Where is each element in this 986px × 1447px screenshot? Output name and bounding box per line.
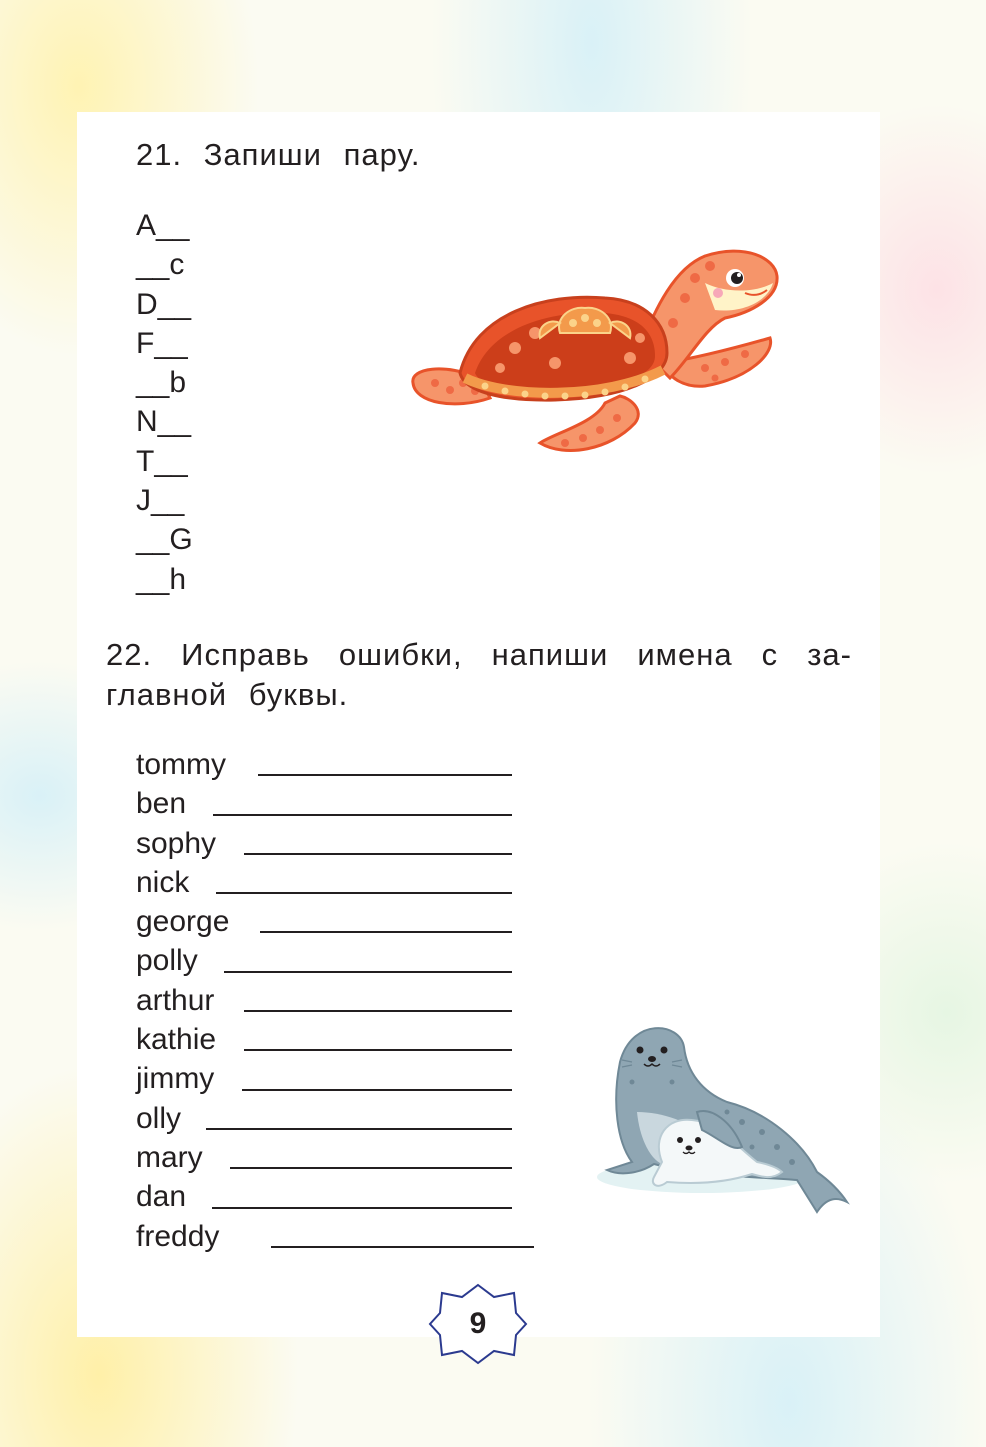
letter-pair-item: __G [136, 523, 193, 557]
name-word: arthur [136, 983, 215, 1017]
answer-line[interactable] [244, 1049, 512, 1051]
page-number-badge [428, 1283, 528, 1365]
name-row [136, 824, 536, 863]
name-row [136, 784, 536, 823]
name-word: olly [136, 1101, 182, 1135]
name-word: ben [136, 787, 187, 821]
answer-line[interactable] [216, 892, 512, 894]
answer-line[interactable] [230, 1167, 512, 1169]
name-word: nick [136, 865, 190, 899]
letter-pair-item: T__ [136, 444, 188, 478]
name-row [136, 981, 536, 1020]
seal-illustration [592, 1012, 852, 1227]
letter-pair-item: N__ [136, 405, 192, 439]
name-row [136, 1138, 536, 1177]
answer-line[interactable] [242, 1089, 512, 1091]
name-row [136, 1020, 536, 1059]
name-row [136, 745, 536, 784]
name-word: freddy [136, 1219, 220, 1253]
answer-line[interactable] [260, 931, 512, 933]
letter-pair-item: __h [136, 562, 187, 596]
answer-line[interactable] [271, 1246, 534, 1248]
name-row [136, 1177, 536, 1216]
name-row [136, 941, 536, 980]
name-row [136, 1217, 536, 1256]
letter-pair-item: A__ [136, 209, 190, 242]
letter-pair-item: D__ [136, 287, 192, 321]
turtle-illustration [405, 238, 785, 463]
answer-line[interactable] [206, 1128, 512, 1130]
name-word: jimmy [136, 1062, 215, 1096]
answer-line[interactable] [212, 1207, 512, 1209]
name-word: sophy [136, 826, 217, 860]
answer-line[interactable] [244, 853, 512, 855]
name-row [136, 902, 536, 941]
letter-pair-item: __b [136, 366, 187, 400]
name-word: dan [136, 1180, 187, 1214]
letter-pair-item: __c [136, 248, 185, 282]
answer-line[interactable] [224, 971, 512, 973]
task-21-title: 21. Запиши пару. [136, 137, 421, 172]
letter-pair-item: J__ [136, 484, 185, 518]
answer-line[interactable] [258, 774, 512, 776]
name-word: kathie [136, 1023, 217, 1057]
name-row [136, 863, 536, 902]
name-row [136, 1099, 536, 1138]
answer-line[interactable] [213, 814, 512, 816]
task-22-name-list [136, 745, 536, 1256]
name-word: tommy [136, 748, 226, 781]
task-22-title: 22. Исправь ошибки, напиши имена с заглавной буквы. [106, 637, 851, 712]
name-word: mary [136, 1140, 203, 1174]
name-word: george [136, 905, 230, 939]
task-21-letter-list [136, 206, 193, 599]
page-number: 9 [469, 1307, 487, 1340]
name-row [136, 1059, 536, 1098]
name-word: polly [136, 944, 198, 978]
letter-pair-item: F__ [136, 326, 188, 360]
answer-line[interactable] [244, 1010, 512, 1012]
